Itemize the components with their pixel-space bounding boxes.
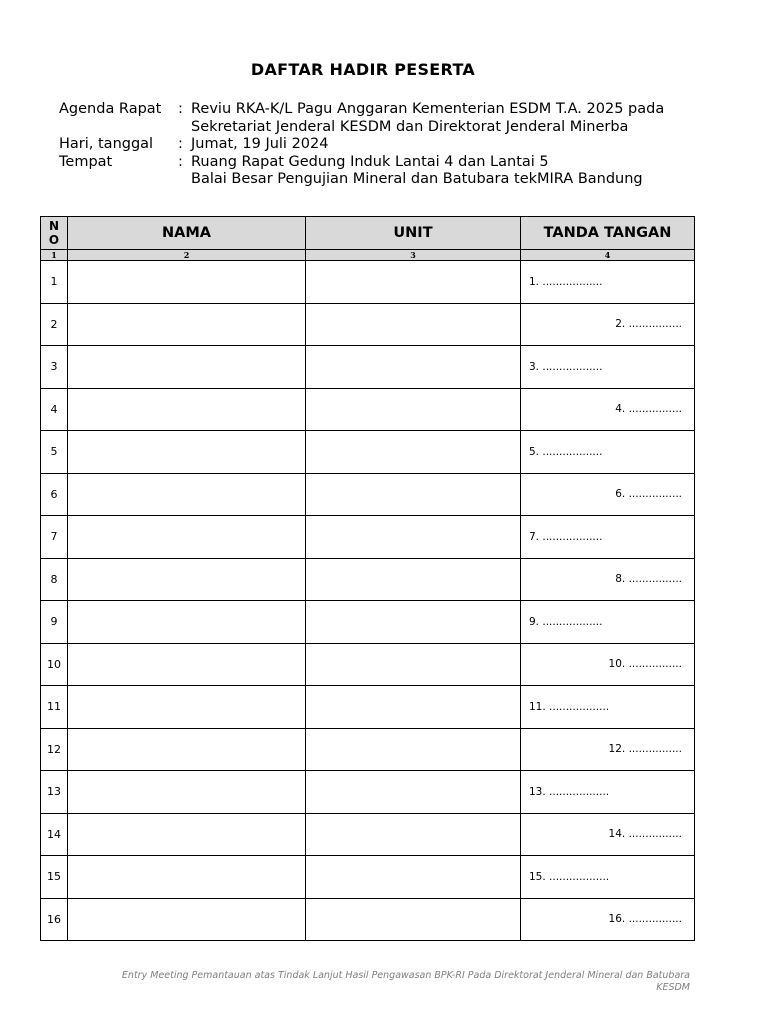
agenda-label: Agenda Rapat	[59, 101, 162, 117]
unit-cell[interactable]	[306, 728, 521, 771]
column-number: 1	[41, 250, 68, 261]
nama-cell[interactable]	[68, 558, 306, 601]
signature-line: 9. ..................	[529, 615, 603, 628]
place-colon: :	[178, 153, 183, 170]
nama-cell[interactable]	[68, 643, 306, 686]
signature-cell[interactable]	[521, 898, 695, 941]
unit-cell[interactable]	[306, 856, 521, 899]
row-number: 3	[41, 346, 68, 389]
row-number: 8	[41, 558, 68, 601]
unit-cell[interactable]	[306, 516, 521, 559]
signature-cell[interactable]	[521, 431, 695, 474]
signature-line: 15. ..................	[529, 870, 610, 883]
unit-cell[interactable]	[306, 601, 521, 644]
row-number: 15	[41, 856, 68, 899]
unit-cell[interactable]	[306, 898, 521, 941]
table-row	[41, 643, 695, 686]
unit-cell[interactable]	[306, 261, 521, 304]
unit-cell[interactable]	[306, 686, 521, 729]
nama-cell[interactable]	[68, 898, 306, 941]
table-row	[41, 346, 695, 389]
signature-line: 4. ................	[615, 403, 682, 416]
unit-cell[interactable]	[306, 558, 521, 601]
column-number: 4	[521, 250, 695, 261]
nama-cell[interactable]	[68, 431, 306, 474]
nama-cell[interactable]	[68, 601, 306, 644]
signature-cell[interactable]	[521, 686, 695, 729]
row-number: 11	[41, 686, 68, 729]
signature-line: 12. ................	[608, 743, 682, 756]
signature-cell[interactable]	[521, 388, 695, 431]
signature-line: 8. ................	[615, 573, 682, 586]
signature-cell[interactable]	[521, 601, 695, 644]
document-title: DAFTAR HADIR PESERTA	[250, 60, 476, 79]
nama-cell[interactable]	[68, 771, 306, 814]
footer-line2: KESDM	[656, 982, 690, 993]
signature-line: 16. ................	[608, 913, 682, 926]
row-number: 5	[41, 431, 68, 474]
signature-line: 2. ................	[615, 318, 682, 331]
table-row	[41, 261, 695, 304]
header-nama: NAMA	[68, 217, 306, 250]
unit-cell[interactable]	[306, 813, 521, 856]
unit-cell[interactable]	[306, 771, 521, 814]
row-number: 4	[41, 388, 68, 431]
unit-cell[interactable]	[306, 431, 521, 474]
row-number: 6	[41, 473, 68, 516]
signature-line: 10. ................	[608, 658, 682, 671]
signature-cell[interactable]	[521, 473, 695, 516]
table-row	[41, 558, 695, 601]
date-label: Hari, tanggal	[59, 136, 154, 152]
row-number: 12	[41, 728, 68, 771]
signature-line: 1. ..................	[529, 275, 603, 288]
header-tanda-tangan: TANDA TANGAN	[521, 217, 695, 250]
signature-line: 11. ..................	[529, 700, 610, 713]
header-row	[41, 217, 695, 250]
agenda-colon: :	[178, 101, 183, 117]
agenda-row	[59, 101, 664, 119]
table-row	[41, 601, 695, 644]
nama-cell[interactable]	[68, 516, 306, 559]
agenda-row-cont	[59, 119, 664, 137]
unit-cell[interactable]	[306, 473, 521, 516]
date-row	[59, 136, 664, 154]
table-row	[41, 303, 695, 346]
column-number: 2	[68, 250, 306, 261]
signature-line: 5. ..................	[529, 445, 603, 458]
row-number: 2	[41, 303, 68, 346]
date-colon: :	[178, 136, 183, 152]
footer-note	[40, 970, 690, 994]
signature-cell[interactable]	[521, 261, 695, 304]
signature-cell[interactable]	[521, 558, 695, 601]
unit-cell[interactable]	[306, 346, 521, 389]
table-row	[41, 431, 695, 474]
nama-cell[interactable]	[68, 728, 306, 771]
row-number: 9	[41, 601, 68, 644]
table-row	[41, 813, 695, 856]
row-number: 14	[41, 813, 68, 856]
row-number: 1	[41, 261, 68, 304]
header-no	[41, 217, 68, 250]
header-no-line1: N	[48, 219, 60, 233]
agenda-value: Reviu RKA-K/L Pagu Anggaran Kementerian ESDM T.A. 2025 pada	[191, 101, 665, 117]
row-number: 10	[41, 643, 68, 686]
date-value: Jumat, 19 Juli 2024	[191, 136, 329, 152]
place-label: Tempat	[59, 153, 113, 170]
attendance-body	[41, 261, 695, 941]
signature-cell[interactable]	[521, 303, 695, 346]
agenda-value-cont: Sekretariat Jenderal KESDM dan Direktorat Jenderal Minerba	[191, 118, 629, 135]
nama-cell[interactable]	[68, 473, 306, 516]
place-row	[59, 154, 664, 172]
signature-line: 7. ..................	[529, 530, 603, 543]
signature-cell[interactable]	[521, 813, 695, 856]
place-value: Ruang Rapat Gedung Induk Lantai 4 dan Lantai 5	[191, 153, 549, 170]
row-number: 13	[41, 771, 68, 814]
nama-cell[interactable]	[68, 303, 306, 346]
attendance-table	[40, 216, 695, 941]
signature-line: 6. ................	[615, 488, 682, 501]
table-row	[41, 388, 695, 431]
nama-cell[interactable]	[68, 346, 306, 389]
table-row	[41, 898, 695, 941]
row-number: 7	[41, 516, 68, 559]
header-no-line2: O	[48, 233, 60, 247]
signature-cell[interactable]	[521, 856, 695, 899]
table-row	[41, 771, 695, 814]
nama-cell[interactable]	[68, 261, 306, 304]
place-value-cont: Balai Besar Pengujian Mineral dan Batubara tekMIRA Bandung	[191, 171, 643, 187]
header-unit: UNIT	[306, 217, 521, 250]
signature-cell[interactable]	[521, 643, 695, 686]
table-row	[41, 728, 695, 771]
table-row	[41, 856, 695, 899]
footer-line1: Entry Meeting Pemantauan atas Tindak Lanjut Hasil Pengawasan BPK-RI Pada Direktorat Jenderal Mineral dan Batubara	[121, 970, 690, 981]
signature-cell[interactable]	[521, 728, 695, 771]
nama-cell[interactable]	[68, 388, 306, 431]
nama-cell[interactable]	[68, 686, 306, 729]
meeting-info	[59, 101, 664, 189]
nama-cell[interactable]	[68, 856, 306, 899]
place-row-cont	[59, 171, 664, 189]
table-row	[41, 516, 695, 559]
table-row	[41, 686, 695, 729]
column-number: 3	[306, 250, 521, 261]
nama-cell[interactable]	[68, 813, 306, 856]
row-number: 16	[41, 898, 68, 941]
signature-line: 14. ................	[608, 828, 682, 841]
signature-cell[interactable]	[521, 771, 695, 814]
signature-line: 3. ..................	[529, 360, 603, 373]
signature-cell[interactable]	[521, 346, 695, 389]
unit-cell[interactable]	[306, 303, 521, 346]
table-row	[41, 473, 695, 516]
unit-cell[interactable]	[306, 643, 521, 686]
signature-line: 13. ..................	[529, 785, 610, 798]
signature-cell[interactable]	[521, 516, 695, 559]
column-number-row	[41, 250, 695, 261]
unit-cell[interactable]	[306, 388, 521, 431]
